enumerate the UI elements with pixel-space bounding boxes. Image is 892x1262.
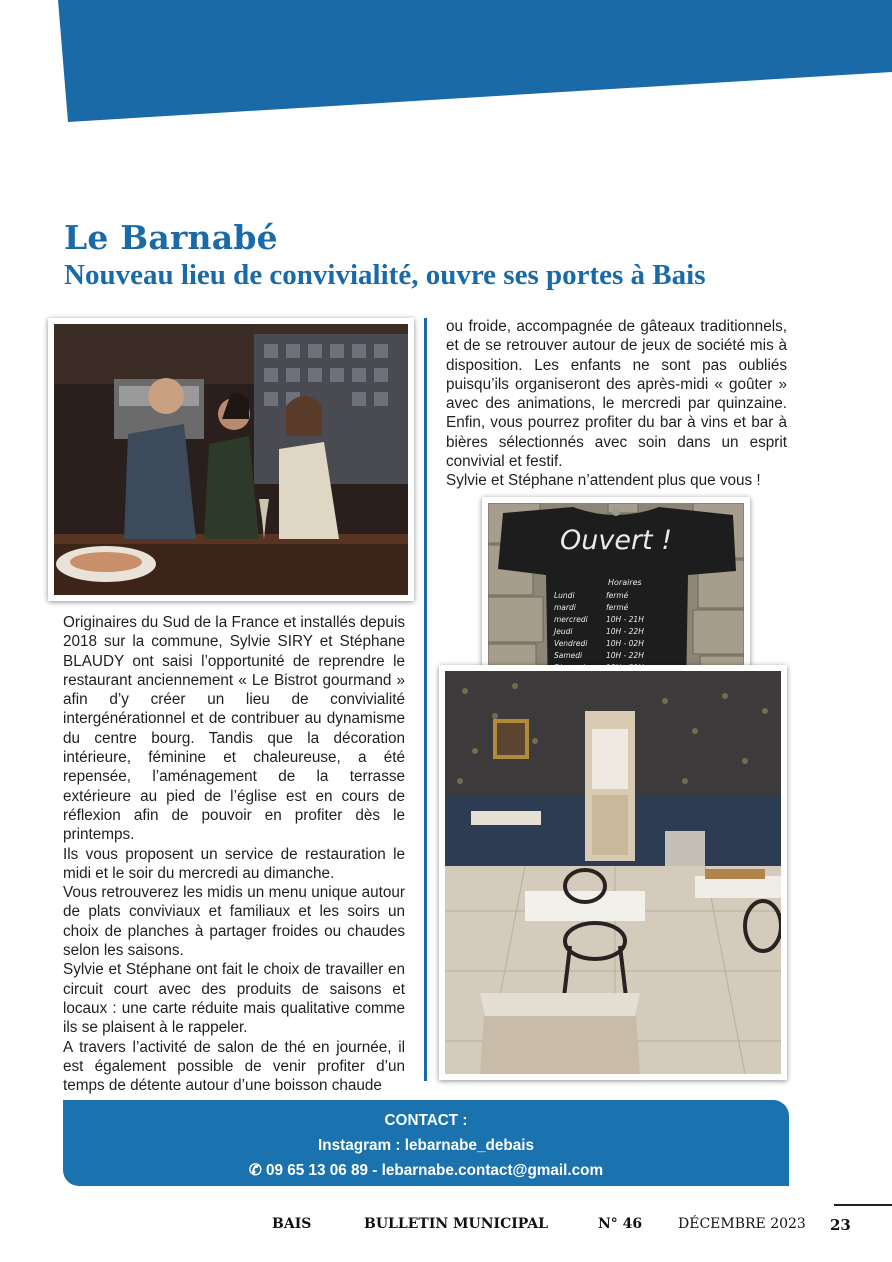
page-number: 23: [830, 1216, 851, 1234]
sign-hours: [554, 590, 644, 674]
footer-rule: [834, 1204, 892, 1206]
article-title: Le Barnabé: [64, 218, 278, 257]
paragraph: Originaires du Sud de la France et installés depuis 2018 sur la commune, Sylvie SIRY et Stéphane BLAUDY ont saisi l’opportunité de reprendre le restaurant anciennement « Le Bistrot gourmand » afin d’y créer un lieu de convivialité intergénérationnel et de contribuer au dynamisme du centre bourg. Tandis que la décoration intérieure, féminine et chaleureuse, a été repensée, l’aménagement de la terrasse extérieure au pied de l’église est en cours de réflexion afin de pouvoir en profiter dès le printemps.: [63, 614, 405, 844]
paragraph: Vous retrouverez les midis un menu unique autour de plats conviviaux et familiaux et les soirs un choix de planches à partager froides ou chaudes selon les saisons.: [63, 884, 405, 960]
paragraph: ou froide, accompagnée de gâteaux traditionnels, et de se retrouver autour de jeux de société mis à disposition. Les enfants ne sont pas oubliés puisqu’ils organiseront des après-midi « goûter » avec des animations, le mercredi par quinzaine. Enfin, vous pourrez profiter du bar à vins et bar à bières sélectionnés avec soin dans un esprit convivial et festif.: [446, 318, 787, 471]
footer-date: DÉCEMBRE 2023: [678, 1216, 806, 1232]
footer-issue: N° 46: [598, 1216, 643, 1232]
paragraph: Ils vous proposent un service de restauration le midi et le soir du mercredi au dimanche.: [63, 845, 405, 882]
hours-row: Samedi 10H - 22H: [554, 651, 644, 660]
paragraph: Sylvie et Stéphane ont fait le choix de travailler en circuit court avec des produits de saisons et locaux : une carte réduite mais qualitative comme ils se plaisent à le rappeler.: [63, 961, 405, 1037]
owners-photo: [48, 318, 414, 601]
contact-heading: CONTACT :: [384, 1112, 468, 1129]
contact-box: [63, 1100, 789, 1186]
right-column: [446, 317, 787, 491]
instagram-handle[interactable]: Instagram : lebarnabe_debais: [318, 1137, 534, 1154]
sign-heading: Ouvert !: [560, 525, 673, 556]
phone-email[interactable]: ✆ 09 65 13 06 89 - lebarnabe.contact@gmail.com: [248, 1162, 604, 1179]
left-column: [63, 613, 405, 1095]
hours-row: Lundi fermé: [554, 591, 629, 600]
hours-row: mercredi 10H - 21H: [554, 615, 644, 624]
sign-subheading: Horaires: [608, 578, 642, 587]
interior-photo: [439, 665, 787, 1080]
article-subtitle: Nouveau lieu de convivialité, ouvre ses portes à Bais: [64, 259, 706, 291]
hours-row: mardi fermé: [554, 603, 629, 612]
footer-town: BAIS: [272, 1216, 312, 1232]
footer-publication: BULLETIN MUNICIPAL: [364, 1216, 548, 1232]
paragraph: Sylvie et Stéphane n’attendent plus que vous !: [446, 472, 761, 490]
column-divider: [424, 318, 427, 1081]
hours-row: Vendredi 10H - 02H: [554, 639, 644, 648]
hours-row: Jeudi 10H - 22H: [554, 627, 644, 636]
header-banner: [0, 0, 892, 130]
paragraph: A travers l’activité de salon de thé en journée, il est également possible de venir profiter d’un temps de détente autour d’une boisson chaude: [63, 1038, 405, 1095]
